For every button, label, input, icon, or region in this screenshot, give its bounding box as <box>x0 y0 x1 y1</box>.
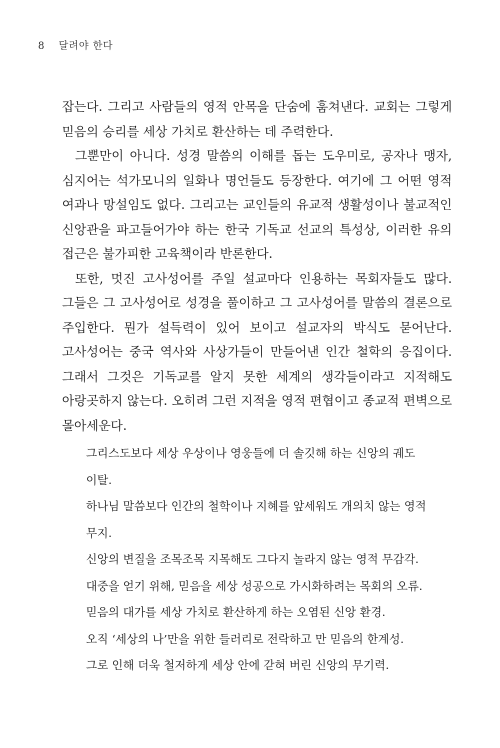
running-head <box>38 37 113 52</box>
quote-item: 하나님 말씀보다 인간의 철학이나 지혜를 앞세워도 개의치 않는 영적 무지. <box>86 499 427 540</box>
body-text <box>62 95 452 438</box>
quote-item: 믿음의 대가를 세상 가치로 환산하게 하는 오염된 신앙 환경. <box>86 605 386 619</box>
quote-item: 신앙의 변질을 조목조목 지목해도 그다지 놀라지 않는 영적 무감각. <box>86 552 419 566</box>
paragraph: 또한, 멋진 고사성어를 주일 설교마다 인용하는 목회자들도 많다. 그들은 그 고사성어로 성경을 풀이하고 그 고사성어를 말씀의 결론으로 주입한다. 뭔가 설득력이 있어 보이고 설교자의 박식도 묻어난다. 고사성어는 중국 역사와 사상가들이 만들어낸 인간 철학의 응집이다. 그래서 그것은 기독교를 알지 못한 세계의 생각들이라고 지적해도 아랑곳하지 않는다. 오히려 그런 지적을 영적 편협이고 종교적 편벽으로 몰아세운다. <box>62 270 452 433</box>
quote-item: 대중을 얻기 위해, 믿음을 세상 성공으로 가시화하려는 목회의 오류. <box>86 578 423 593</box>
page-number: 8 <box>38 41 45 52</box>
paragraph: 그뿐만이 아니다. 성경 말씀의 이해를 돕는 도우미로, 공자나 맹자, 심지어는 석가모니의 일화나 명언들도 등장한다. 여기에 그 어떤 영적 여과나 망설임도 없다. 그리고는 교인들의 유교적 생활성이나 불교적인 신앙관을 파고들어가야 하는 한국 기독교 선교의 특성상, 이러한 유의 접근은 불가피한 고육책이라 반론한다. <box>62 148 452 261</box>
quote-item: 그리스도보다 세상 우상이나 영웅들에 더 솔깃해 하는 신앙의 궤도 이탈. <box>86 446 416 487</box>
quote-item: 오직 ‘세상의 나’만을 위한 들러리로 전락하고 만 믿음의 한계성. <box>86 631 404 646</box>
quote-item: 그로 인해 더욱 철저하게 세상 안에 갇혀 버린 신앙의 무기력. <box>86 658 390 672</box>
running-title: 달려야 한다 <box>58 41 114 52</box>
quote-list <box>86 440 444 679</box>
paragraph: 잡는다. 그리고 사람들의 영적 안목을 단숨에 훔쳐낸다. 교회는 그렇게 믿음의 승리를 세상 가치로 환산하는 데 주력한다. <box>62 99 452 139</box>
